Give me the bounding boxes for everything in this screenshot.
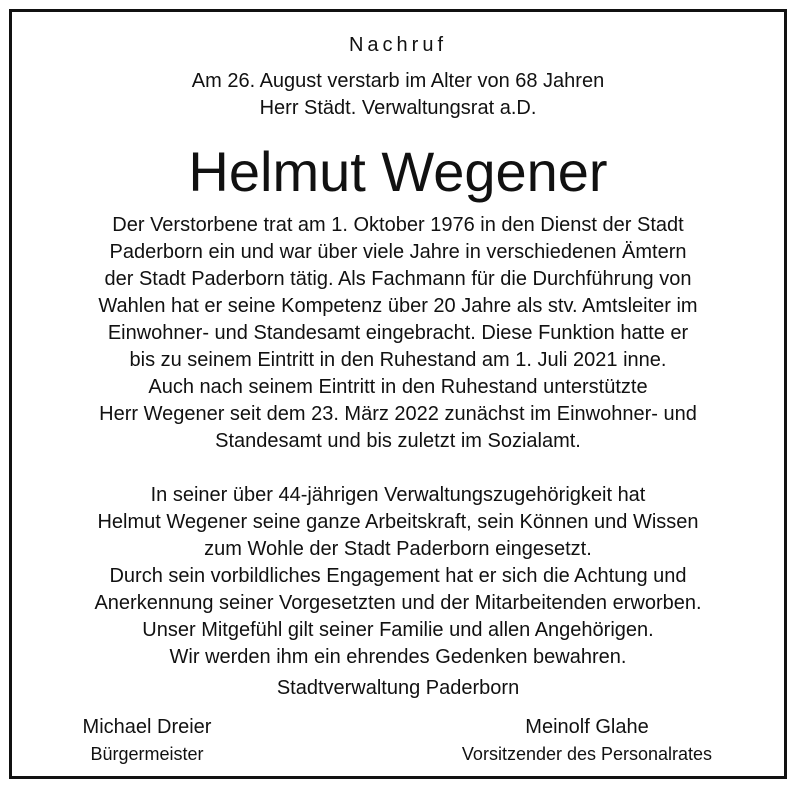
signatory-name: Meinolf Glahe: [525, 716, 649, 738]
text-line: der Stadt Paderborn tätig. Als Fachmann für die Durchführung von: [104, 268, 692, 290]
text-line: Herr Wegener seit dem 23. März 2022 zunächst im Einwohner- und: [99, 403, 697, 425]
text-line: Anerkennung seiner Vorgesetzten und der Mitarbeitenden erworben.: [94, 592, 702, 614]
text-line: Durch sein vorbildliches Engagement hat er sich die Achtung und: [109, 565, 687, 587]
intro-line: Herr Städt. Verwaltungsrat a.D.: [259, 97, 537, 119]
obituary-notice: [12, 12, 784, 776]
paragraph-condolence: [12, 563, 784, 671]
paragraph-retirement: [12, 374, 784, 455]
intro-text: [12, 68, 784, 122]
signatory-name: Michael Dreier: [82, 716, 212, 738]
text-line: Der Verstorbene trat am 1. Oktober 1976 in den Dienst der Stadt: [112, 214, 684, 236]
signatory-council: [422, 714, 752, 768]
deceased-name: Helmut Wegener: [188, 140, 608, 203]
text-line: In seiner über 44-jährigen Verwaltungszugehörigkeit hat: [150, 484, 646, 506]
notice-border: [9, 9, 787, 779]
text-line: Standesamt und bis zuletzt im Sozialamt.: [215, 430, 581, 452]
intro-line: Am 26. August verstarb im Alter von 68 Jahren: [191, 70, 605, 92]
text-line: Unser Mitgefühl gilt seiner Familie und allen Angehörigen.: [142, 619, 654, 641]
text-line: Auch nach seinem Eintritt in den Ruhestand unterstützte: [148, 376, 648, 398]
paragraph-service: [12, 482, 784, 563]
signatory-role: Vorsitzender des Personalrates: [461, 744, 713, 764]
paragraph-career: [12, 212, 784, 374]
signatory-role: Bürgermeister: [90, 744, 204, 764]
text-line: Einwohner- und Standesamt eingebracht. Diese Funktion hatte er: [107, 322, 689, 344]
text-line: Wir werden ihm ein ehrendes Gedenken bewahren.: [169, 646, 627, 668]
text-line: bis zu seinem Eintritt in den Ruhestand am 1. Juli 2021 inne.: [129, 349, 667, 371]
notice-heading: Nachruf: [348, 34, 448, 56]
text-line: Wahlen hat er seine Kompetenz über 20 Jahre als stv. Amtsleiter im: [98, 295, 698, 317]
text-line: zum Wohle der Stadt Paderborn eingesetzt.: [204, 538, 592, 560]
text-line: Helmut Wegener seine ganze Arbeitskraft, sein Können und Wissen: [97, 511, 699, 533]
signatory-mayor: [42, 714, 252, 768]
organization-name: Stadtverwaltung Paderborn: [276, 677, 520, 699]
text-line: Paderborn ein und war über viele Jahre in verschiedenen Ämtern: [109, 241, 687, 263]
